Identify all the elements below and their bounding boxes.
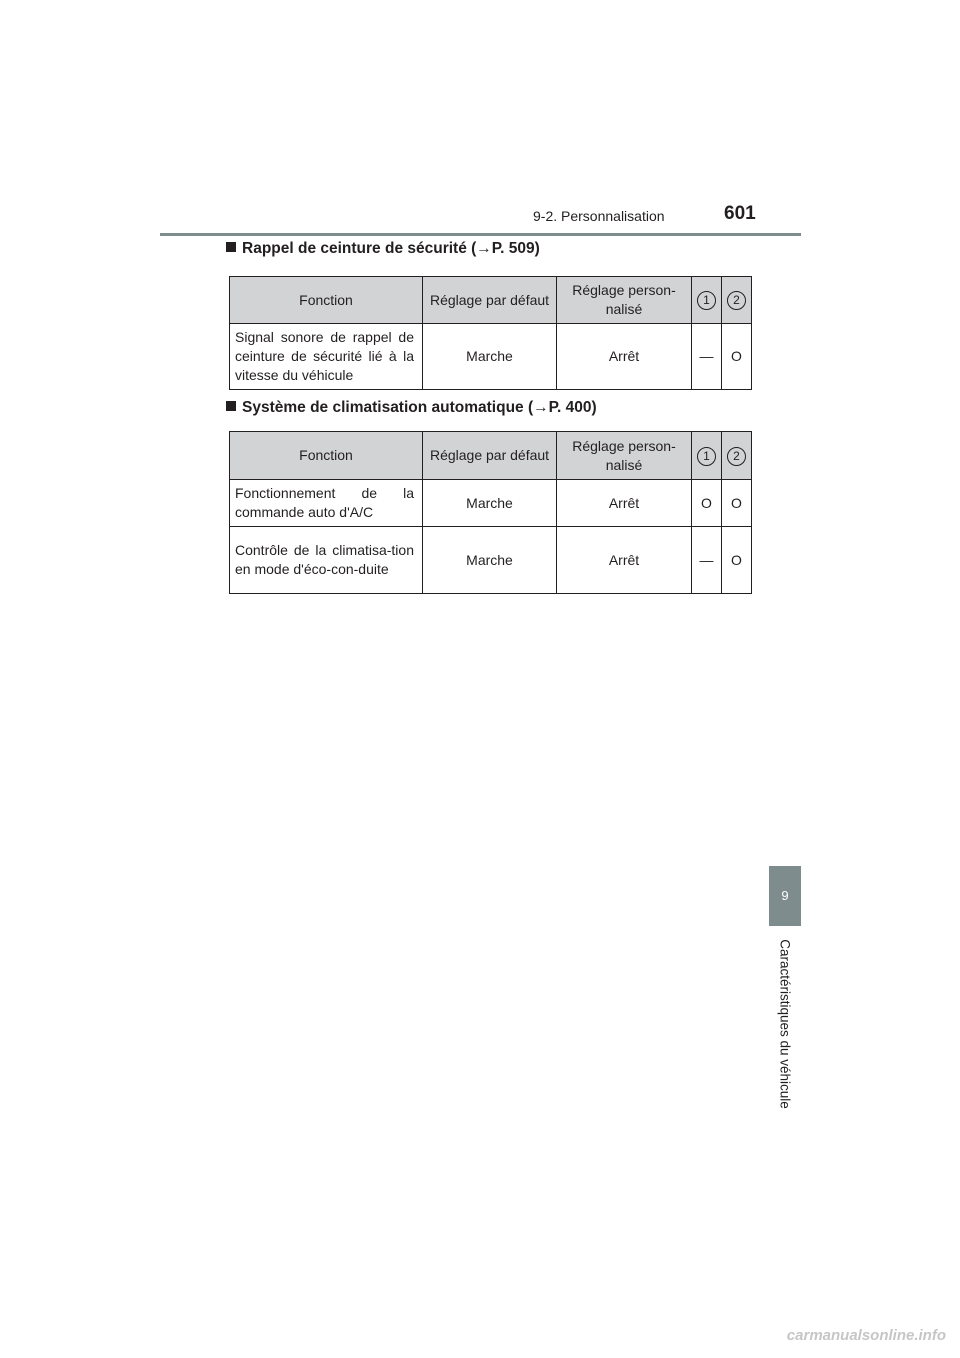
column-header-custom: Réglage person-nalisé [557, 432, 692, 480]
column-header-default: Réglage par défaut [423, 277, 557, 324]
circled-number-1-icon: 1 [697, 291, 716, 310]
method-1-cell: — [692, 527, 722, 594]
column-header-fonction: Fonction [230, 277, 423, 324]
column-header-default: Réglage par défaut [423, 432, 557, 480]
chapter-tab[interactable]: 9 [769, 866, 801, 926]
method-2-cell: O [722, 527, 752, 594]
climate-settings-table [229, 431, 752, 594]
section-heading-text: Rappel de ceinture de sécurité (→P. 509) [242, 240, 540, 257]
square-bullet-icon [226, 401, 236, 411]
column-header-fonction: Fonction [230, 432, 423, 480]
custom-value-cell: Arrêt [557, 527, 692, 594]
method-2-cell: O [722, 480, 752, 527]
default-value-cell: Marche [423, 527, 557, 594]
column-header-method-2 [722, 277, 752, 324]
function-cell: Fonctionnement de la commande auto d'A/C [230, 480, 423, 527]
chapter-side-label: Caractéristiques du véhicule [777, 939, 793, 1109]
custom-value-cell: Arrêt [557, 324, 692, 390]
column-header-method-1 [692, 277, 722, 324]
custom-value-cell: Arrêt [557, 480, 692, 527]
circled-number-2-icon: 2 [727, 291, 746, 310]
table-header-row [230, 432, 752, 480]
circled-number-2-icon: 2 [727, 447, 746, 466]
table-row [230, 527, 752, 594]
section-heading-seatbelt [226, 240, 540, 258]
column-header-method-2 [722, 432, 752, 480]
page-number: 601 [724, 203, 756, 224]
table-row [230, 480, 752, 527]
default-value-cell: Marche [423, 480, 557, 527]
default-value-cell: Marche [423, 324, 557, 390]
header-divider [160, 233, 801, 236]
table-header-row [230, 277, 752, 324]
section-heading-climate [226, 399, 597, 417]
square-bullet-icon [226, 242, 236, 252]
column-header-method-1 [692, 432, 722, 480]
function-cell: Signal sonore de rappel de ceinture de sécurité lié à la vitesse du véhicule [230, 324, 423, 390]
method-1-cell: O [692, 480, 722, 527]
method-1-cell: — [692, 324, 722, 390]
circled-number-1-icon: 1 [697, 447, 716, 466]
function-cell: Contrôle de la climatisa-tion en mode d'éco-con-duite [230, 527, 423, 594]
column-header-custom: Réglage person-nalisé [557, 277, 692, 324]
header-section-title: 9-2. Personnalisation [533, 208, 665, 224]
seatbelt-settings-table [229, 276, 752, 390]
section-heading-text: Système de climatisation automatique (→P. 400) [242, 399, 597, 416]
table-row [230, 324, 752, 390]
method-2-cell: O [722, 324, 752, 390]
watermark: carmanualsonline.info [786, 1327, 946, 1344]
